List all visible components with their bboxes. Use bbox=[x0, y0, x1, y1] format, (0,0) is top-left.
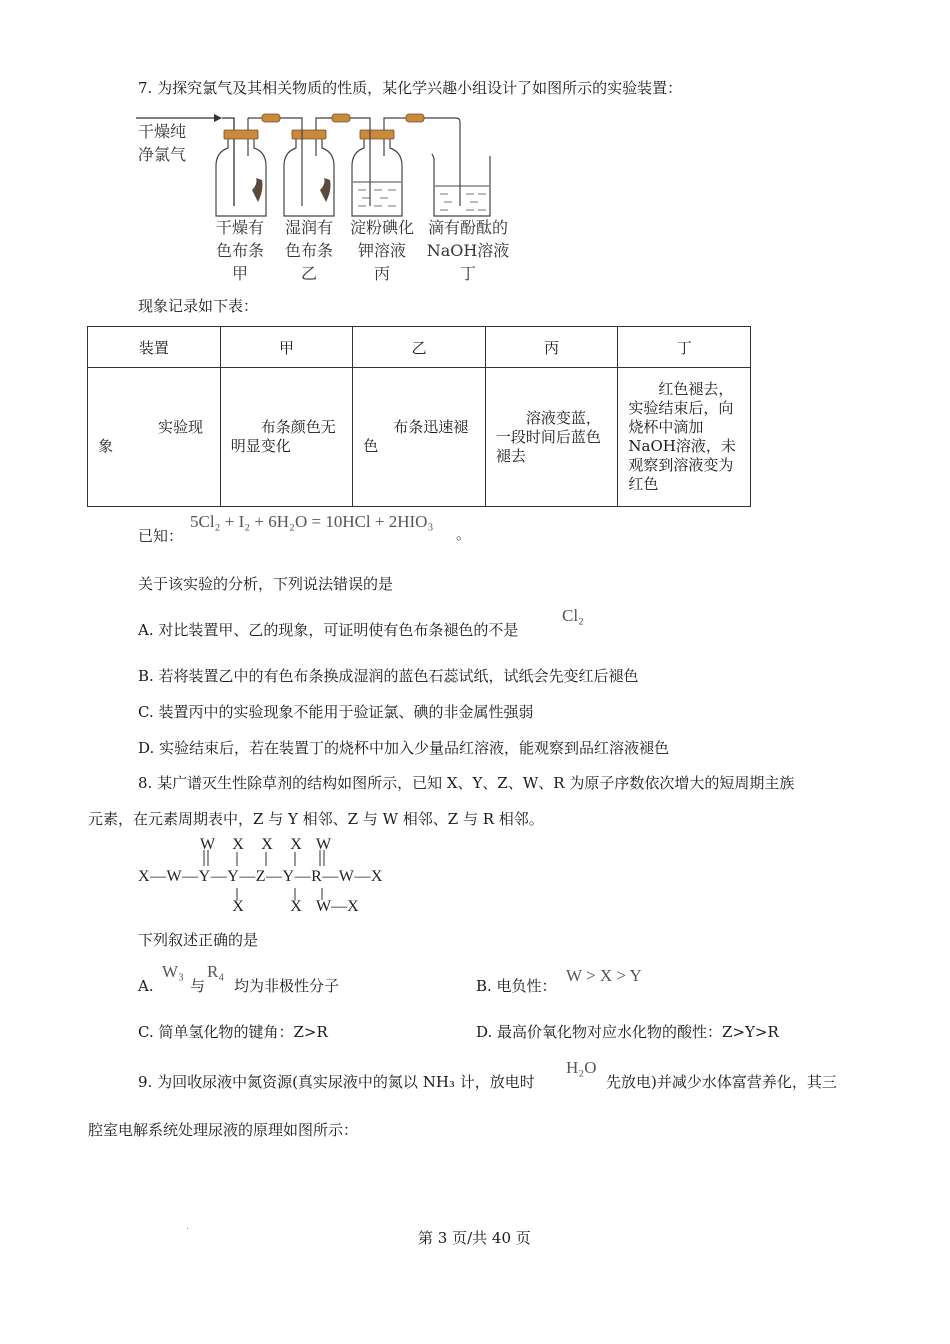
table-cell bbox=[353, 368, 486, 507]
table-header-cell: 丙 bbox=[485, 327, 618, 368]
bottle-label-jia bbox=[205, 216, 275, 285]
bottle-label-line: 干燥有 bbox=[215, 218, 264, 237]
known-end: 。 bbox=[456, 525, 472, 543]
struct-atom: X bbox=[290, 898, 302, 915]
bottle-label-line: 湿润有 bbox=[284, 218, 333, 237]
table-header-row bbox=[88, 327, 751, 368]
q8-option-b-prefix: B. 电负性： bbox=[476, 977, 557, 995]
bottle-label-line: 丁 bbox=[459, 264, 476, 283]
struct-atom: X bbox=[290, 836, 302, 853]
table-cell bbox=[618, 368, 751, 507]
q7-question: 关于该实验的分析，下列说法错误的是 bbox=[138, 575, 394, 593]
bottle-label-line: 色布条 bbox=[284, 241, 333, 260]
q9-stem-line1a: 9. 为回收尿液中氮资源(真实尿液中的氮以 NH₃ 计，放电时 bbox=[138, 1073, 535, 1091]
bottle-label-line: NaOH溶液 bbox=[426, 241, 510, 260]
bottle-label-line: 乙 bbox=[300, 264, 317, 283]
page-number: 第 3 页/共 40 页 bbox=[418, 1229, 531, 1247]
q7-option-a-formula: Cl₂ bbox=[562, 606, 584, 625]
table-header-cell: 丁 bbox=[618, 327, 751, 368]
bottle-label-line: 色布条 bbox=[215, 241, 264, 260]
bottle-label-bing bbox=[342, 216, 422, 285]
table-intro: 现象记录如下表： bbox=[138, 297, 259, 315]
table-row-label bbox=[88, 368, 221, 507]
known-label: 已知： bbox=[138, 527, 184, 545]
inlet-label-line1: 干燥纯 bbox=[138, 122, 187, 141]
table-row bbox=[88, 368, 751, 507]
cell-text: 布条迅速褪色 bbox=[363, 418, 469, 455]
q8-option-a-prefix: A. bbox=[138, 977, 154, 995]
struct-atom: W bbox=[316, 836, 332, 853]
q8-option-d: D. 最高价氧化物对应水化物的酸性：Z>Y>R bbox=[476, 1023, 779, 1041]
struct-atom: W bbox=[200, 836, 216, 853]
bottle-label-line: 滴有酚酞的 bbox=[427, 218, 508, 237]
struct-atom: W—X bbox=[316, 898, 359, 915]
cell-text: 布条颜色无明显变化 bbox=[230, 418, 336, 455]
q7-option-d: D. 实验结束后，若在装置丁的烧杯中加入少量品红溶液，能观察到品红溶液褪色 bbox=[138, 739, 670, 757]
q7-stem: 7. 为探究氯气及其相关物质的性质，某化学兴趣小组设计了如图所示的实验装置： bbox=[138, 79, 683, 97]
cell-text: 溶液变蓝，一段时间后蓝色褪去 bbox=[495, 408, 601, 465]
struct-atom: X bbox=[261, 836, 273, 853]
q7-option-c: C. 装置丙中的实验现象不能用于验证氯、碘的非金属性强弱 bbox=[138, 703, 534, 721]
footer-mark: · bbox=[186, 1224, 190, 1235]
bottle-label-line: 钾溶液 bbox=[357, 241, 406, 260]
table-header-cell: 乙 bbox=[353, 327, 486, 368]
table-header-cell: 甲 bbox=[220, 327, 353, 368]
q8-stem-line2: 元素，在元素周期表中，Z 与 Y 相邻、Z 与 W 相邻、Z 与 R 相邻。 bbox=[88, 810, 544, 828]
q8-option-a-mid: 与 bbox=[190, 977, 206, 995]
table-cell bbox=[220, 368, 353, 507]
q9-stem-formula: H₂O bbox=[566, 1058, 597, 1077]
q8-option-a-suffix: 均为非极性分子 bbox=[234, 977, 340, 995]
inlet-label bbox=[138, 120, 186, 166]
table-header-cell: 装置 bbox=[88, 327, 221, 368]
struct-atom: X bbox=[232, 836, 244, 853]
q8-option-b-formula: W > X > Y bbox=[566, 966, 642, 985]
inlet-label-line2: 净氯气 bbox=[138, 145, 187, 164]
q8-stem-line1: 8. 某广谱灭生性除草剂的结构如图所示，已知 X、Y、Z、W、R 为原子序数依次增大的短周期主族 bbox=[138, 774, 795, 792]
q8-option-a-formula2: R₄ bbox=[207, 962, 225, 981]
q7-option-b: B. 若将装置乙中的有色布条换成湿润的蓝色石蕊试纸，试纸会先变红后褪色 bbox=[138, 667, 639, 685]
bottle-label-ding bbox=[420, 216, 516, 285]
q7-option-a: A. 对比装置甲、乙的现象，可证明使有色布条褪色的不是 bbox=[138, 621, 519, 639]
q8-question: 下列叙述正确的是 bbox=[138, 931, 259, 949]
bottle-label-line: 淀粉碘化 bbox=[349, 218, 414, 237]
bottle-label-yi bbox=[274, 216, 344, 285]
known-formula: 5Cl₂ + I₂ + 6H₂O = 10HCl + 2HIO₃ bbox=[190, 512, 434, 531]
q9-stem-line2: 腔室电解系统处理尿液的原理如图所示： bbox=[88, 1121, 359, 1139]
q9-stem-line1b: 先放电)并减少水体富营养化，其三 bbox=[606, 1073, 837, 1091]
struct-atom: X bbox=[232, 898, 244, 915]
table-cell bbox=[485, 368, 618, 507]
q8-option-a-formula1: W₃ bbox=[162, 962, 184, 981]
observation-table bbox=[87, 326, 751, 507]
bottle-label-line: 丙 bbox=[373, 264, 390, 283]
cell-text: 红色褪去，实验结束后，向烧杯中滴加NaOH溶液，未观察到溶液变为红色 bbox=[628, 380, 736, 493]
bottle-label-line: 甲 bbox=[231, 264, 248, 283]
q8-option-c: C. 简单氢化物的键角：Z>R bbox=[138, 1023, 328, 1041]
row-label-text: 实验现象 bbox=[98, 418, 204, 455]
struct-main-chain: X—W—Y—Y—Z—Y—R—W—X bbox=[138, 868, 383, 885]
